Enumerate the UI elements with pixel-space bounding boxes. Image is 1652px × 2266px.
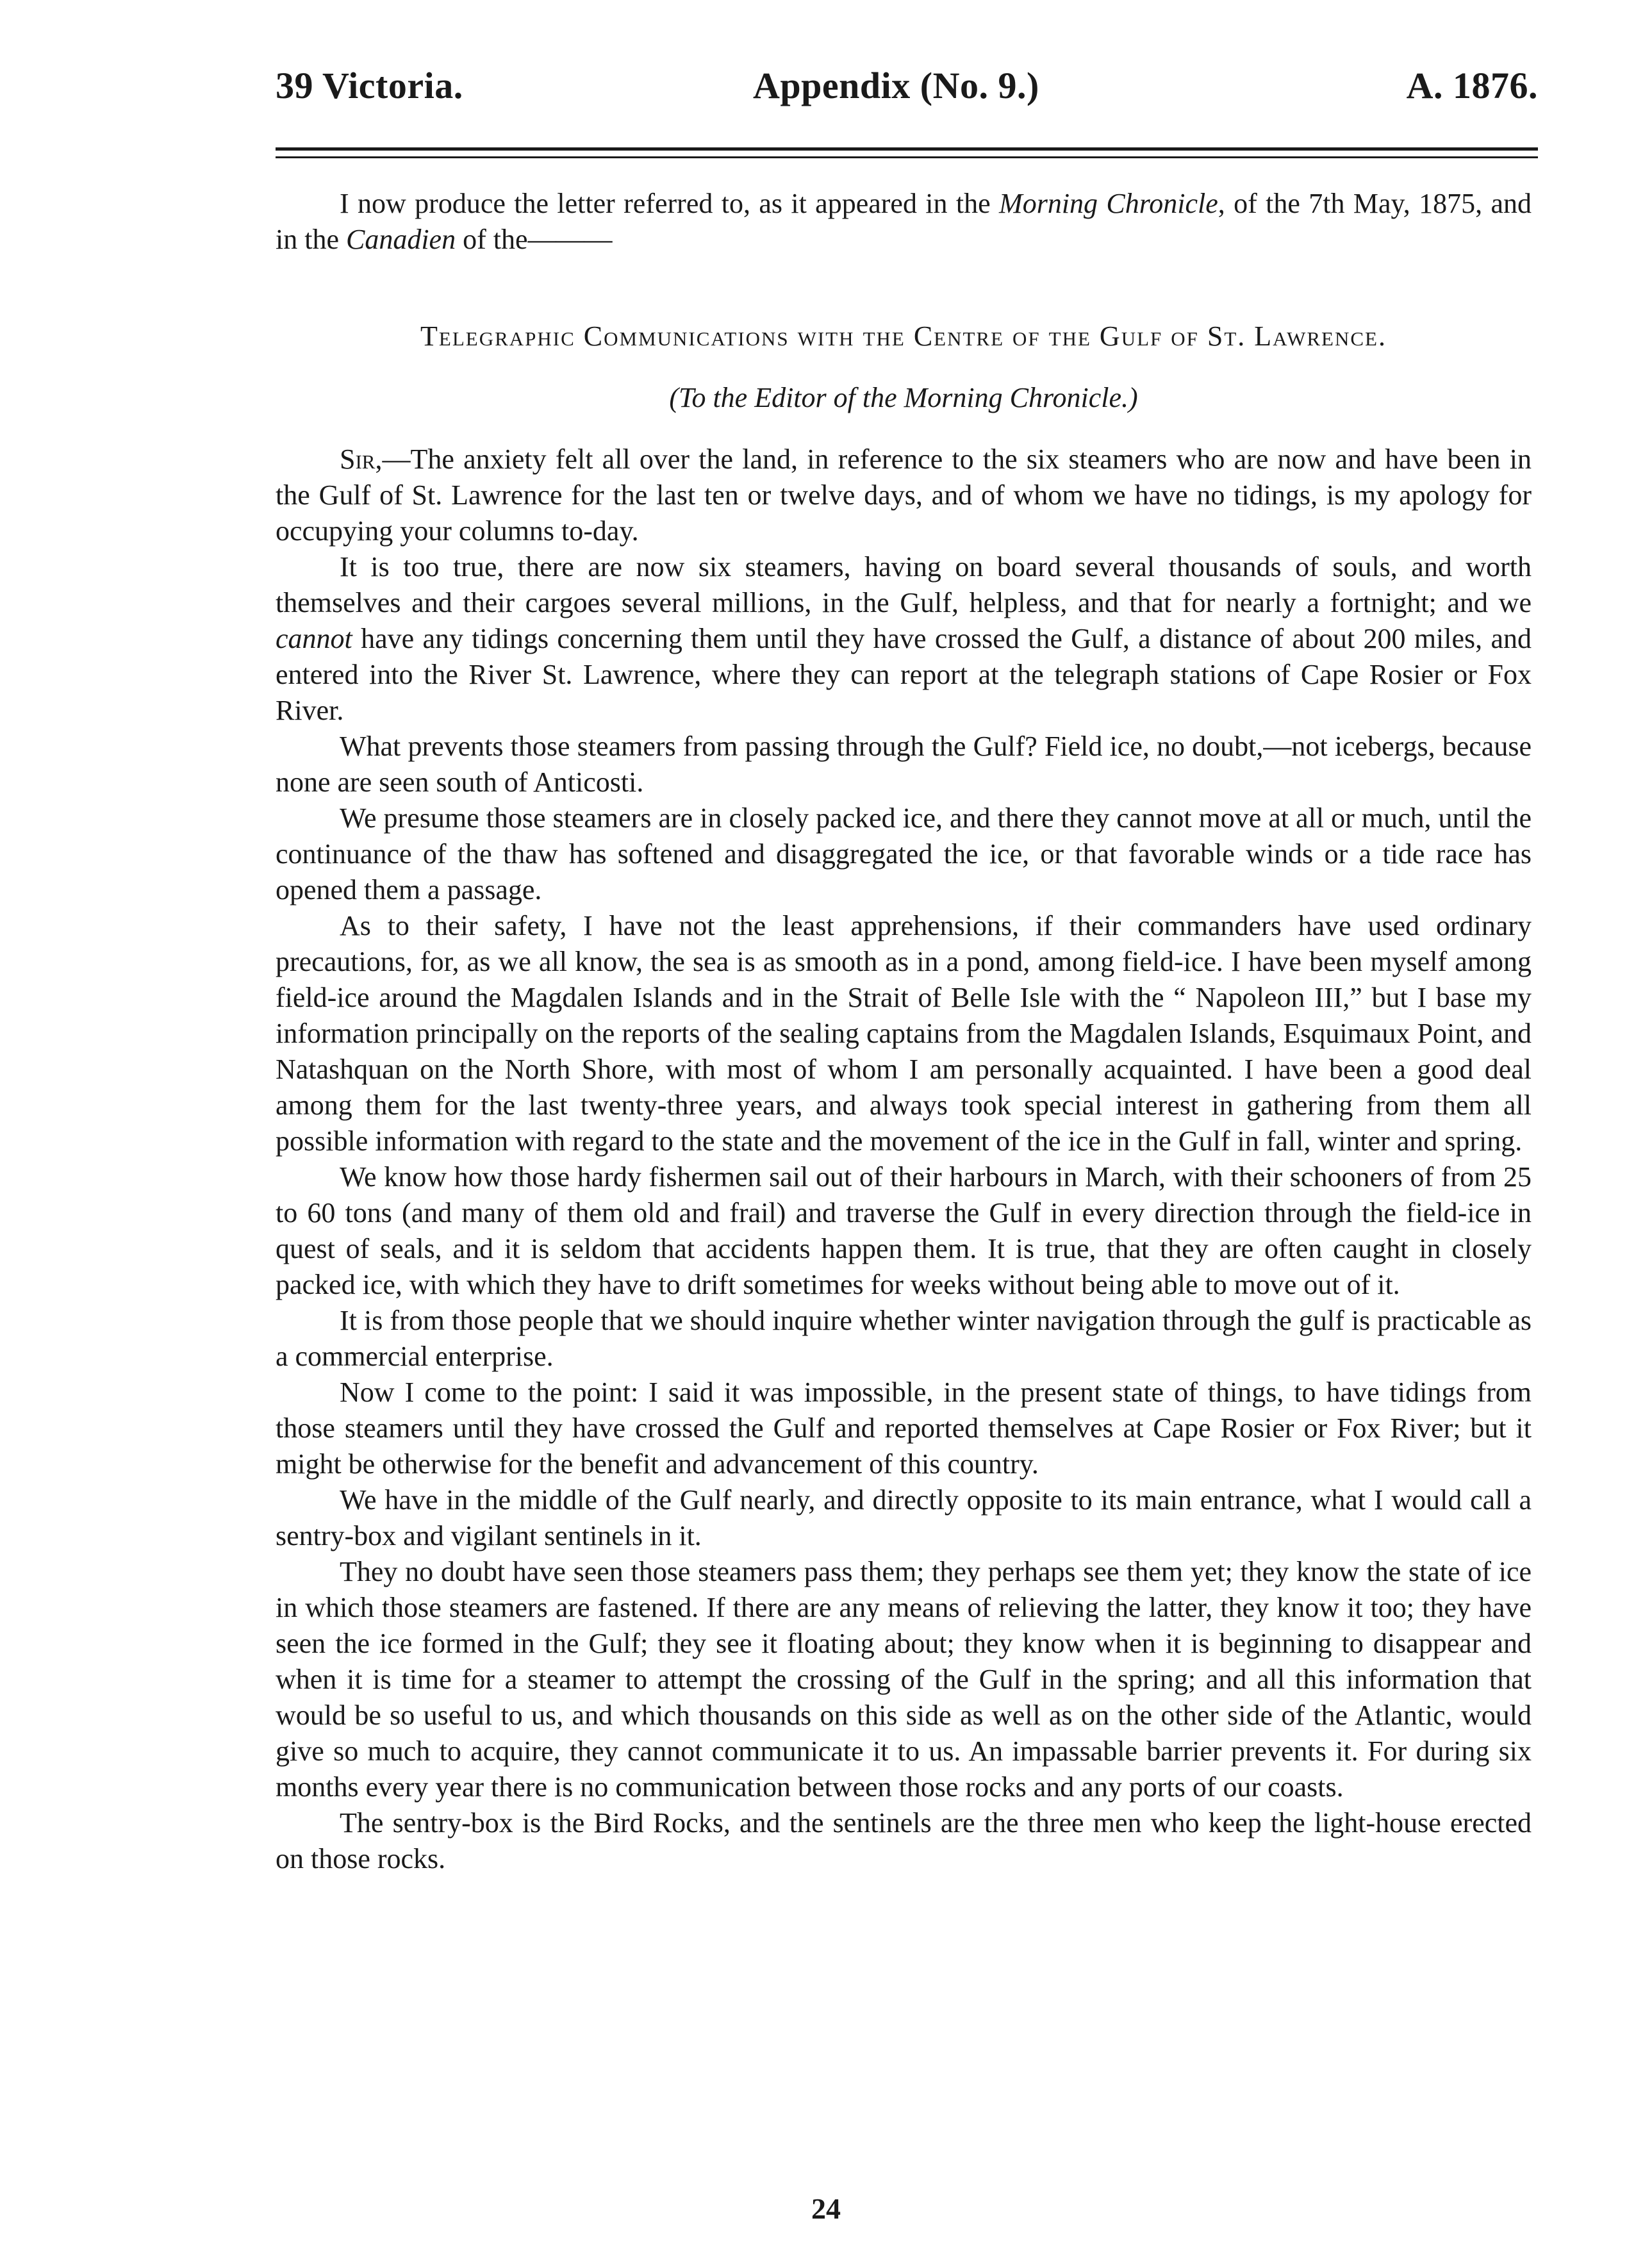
paragraph-1	[276, 442, 1532, 549]
paragraph-4: We presume those steamers are in closely packed ice, and there they cannot move at all or much, until the continuance of the thaw has softened and disaggregated the ice, or that favorable winds or a tide race has opened them a passage.	[276, 802, 1532, 906]
intro-text-3: of the———	[456, 224, 613, 255]
header-rule-thin	[276, 156, 1538, 158]
paragraph-2-italic: cannot	[276, 623, 352, 654]
paragraph-11: The sentry-box is the Bird Rocks, and the sentinels are the three men who keep the light-house erected on those rocks.	[276, 1807, 1532, 1874]
paragraph-10: They no doubt have seen those steamers pass them; they perhaps see them yet; they know the state of ice in which those steamers are fastened. If there are any means of relieving the latter, they know it too; they have seen the ice formed in the Gulf; they see it floating about; they know when it is beginning to disappear and when it is time for a steamer to attempt the crossing of the Gulf in the spring; and all this information that would be so useful to us, and which thousands on this side as well as on the other side of the Atlantic, would give so much to acquire, they cannot communicate it to us. An impassable barrier prevents it. For during six months every year there is no communication between those rocks and any ports of our coasts.	[276, 1556, 1532, 1803]
letter-subheading: (To the Editor of the Morning Chronicle.)	[669, 382, 1138, 413]
intro-text-2: , of the 7th May, 1875, and in the	[276, 188, 1532, 255]
paragraph-3: What prevents those steamers from passing through the Gulf? Field ice, no doubt,—not icebergs, because none are seen south of Anticosti.	[276, 731, 1532, 798]
body-text	[276, 186, 1532, 1877]
paragraph-5: As to their safety, I have not the least apprehensions, if their commanders have used ordinary precautions, for, as we all know, the sea is as smooth as in a pond, among field-ice. I have been myself among field-ice around the Magdalen Islands and in the Strait of Belle Isle with the “ Napoleon III,” but I base my information principally on the reports of the sealing captains from the Magdalen Islands, Esquimaux Point, and Natashquan on the North Shore, with most of whom I am personally acquainted. I have been a good deal among them for the last twenty-three years, and always took special interest in gathering from them all possible information with regard to the state and the movement of the ice in the Gulf in fall, winter and spring.	[276, 910, 1532, 1157]
paragraph-1-text: —The anxiety felt all over the land, in reference to the six steamers who are now and have been in the Gulf of St. Lawrence for the last ten or twelve days, and of whom we have no tidings, is my apology for occupying your columns to-day.	[276, 443, 1532, 547]
paragraph-9: We have in the middle of the Gulf nearly, and directly opposite to its main entrance, what I would call a sentry-box and vigilant sentinels in it.	[276, 1484, 1532, 1551]
running-header	[276, 64, 1538, 122]
intro-text-1: I now produce the letter referred to, as it appeared in the	[340, 188, 1000, 219]
paragraph-6: We know how those hardy fishermen sail out of their harbours in March, with their schooners of from 25 to 60 tons (and many of them old and frail) and traverse the Gulf in every direction through the field-ice in quest of seals, and it is seldom that accidents happen them. It is true, that they are often caught in closely packed ice, with which they have to drift sometimes for weeks without being able to move out of it.	[276, 1161, 1532, 1300]
intro-paragraph	[276, 186, 1532, 258]
intro-italic-canadien: Canadien	[345, 224, 456, 255]
header-rule-thick	[276, 147, 1538, 151]
intro-italic-newspaper: Morning Chronicle	[999, 188, 1218, 219]
page-number: 24	[811, 2192, 841, 2225]
paragraph-7: It is from those people that we should inquire whether winter navigation through the gulf is practicable as a commercial enterprise.	[276, 1305, 1532, 1372]
appendix-label: Appendix (No. 9.)	[753, 65, 1039, 106]
paragraph-2-text-a: It is too true, there are now six steamers, having on board several thousands of souls, and worth themselves and their cargoes several millions, in the Gulf, helpless, and that for nearly a fortnight; and we	[276, 551, 1532, 618]
letter-heading: Telegraphic Communications with the Centre of the Gulf of St. Lawrence.	[420, 320, 1387, 352]
salutation: Sir,	[340, 443, 383, 475]
session-label: 39 Victoria.	[276, 65, 463, 106]
paragraph-8: Now I come to the point: I said it was impossible, in the present state of things, to have tidings from those steamers until they have crossed the Gulf and reported themselves at Cape Rosier or Fox River; but it might be otherwise for the benefit and advancement of this country.	[276, 1377, 1532, 1480]
paragraph-2	[276, 549, 1532, 729]
paragraph-2-text-b: have any tidings concerning them until they have crossed the Gulf, a distance of about 200 miles, and entered into the River St. Lawrence, where they can report at the telegraph stations of Cape Rosier or Fox River.	[276, 623, 1532, 726]
year-label: A. 1876.	[1406, 65, 1538, 106]
